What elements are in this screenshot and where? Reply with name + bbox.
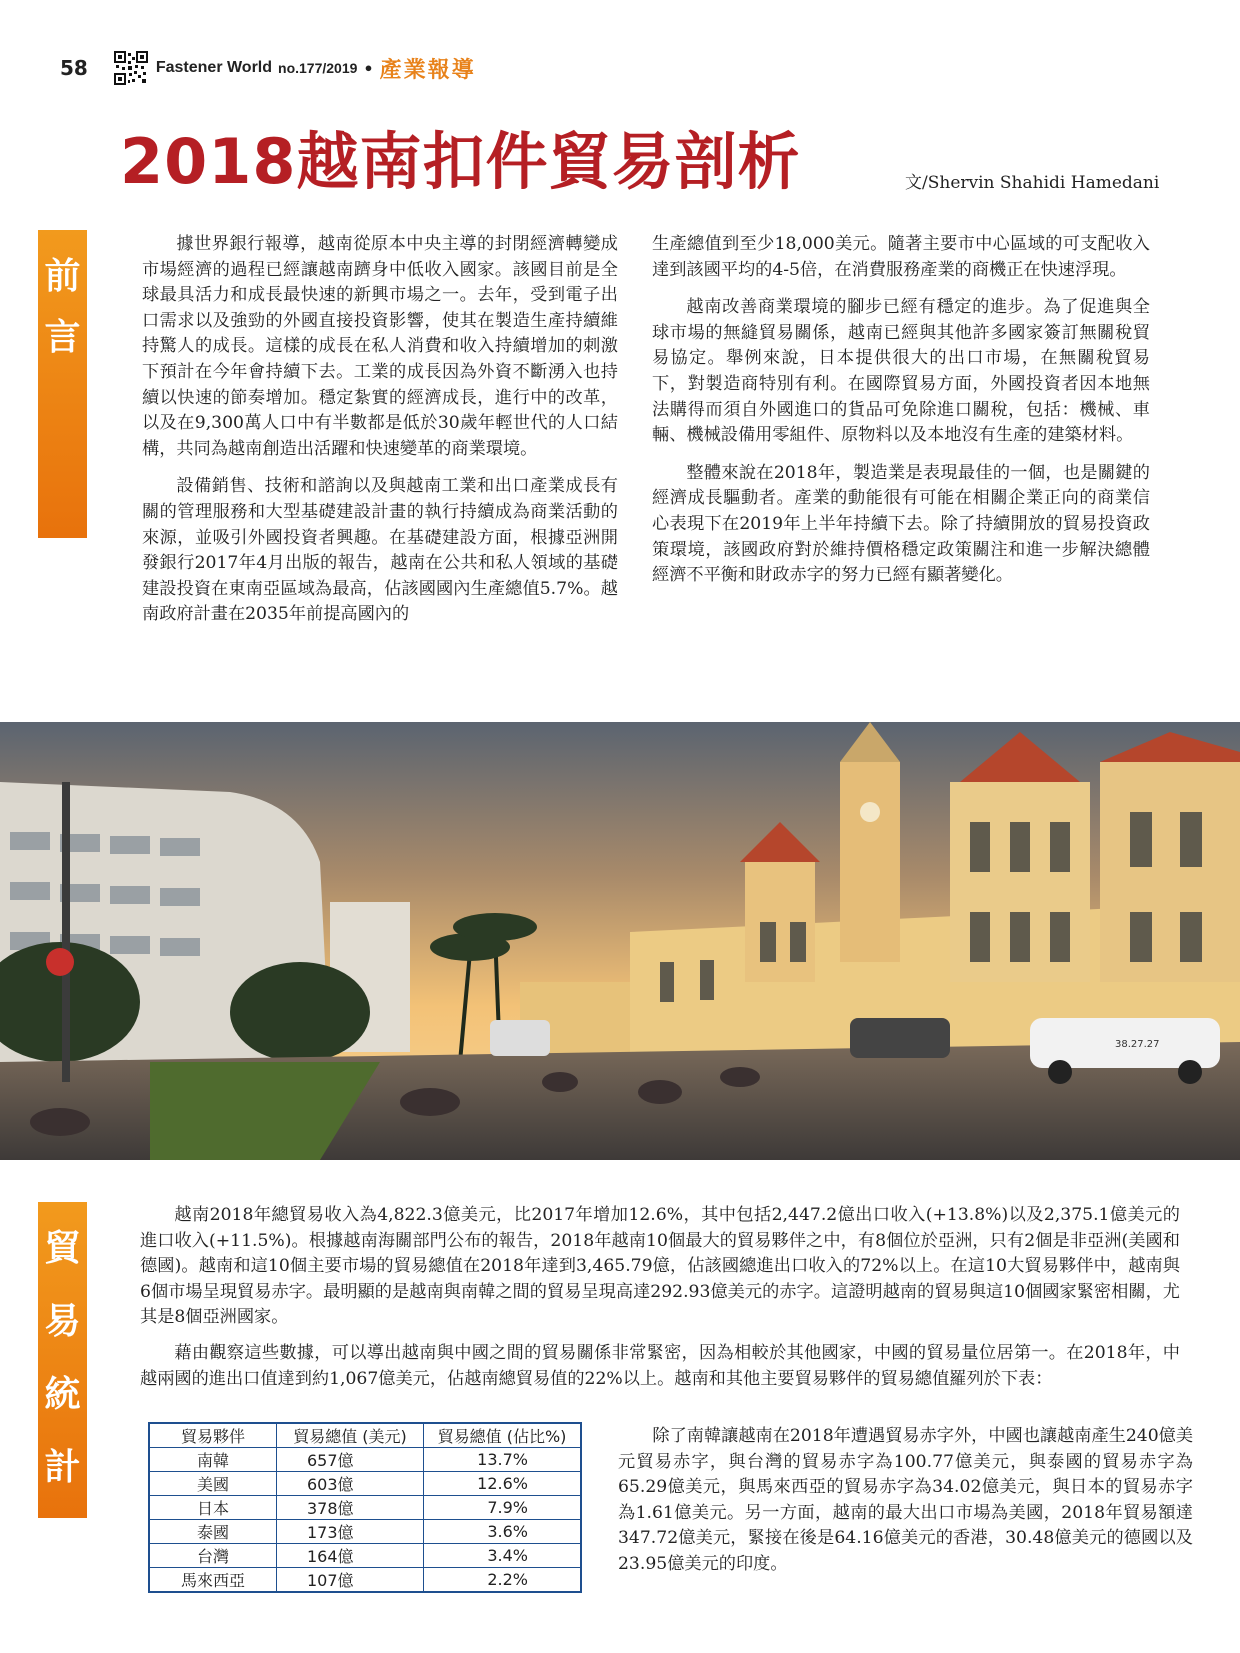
partner-cell: 日本: [149, 1496, 277, 1520]
share-cell: 3.6%: [424, 1520, 582, 1544]
qr-code-icon[interactable]: [114, 51, 148, 85]
value-cell: 378億: [277, 1496, 424, 1520]
partner-cell: 馬來西亞: [149, 1568, 277, 1593]
share-cell: 13.7%: [424, 1448, 582, 1472]
table-row: [149, 1472, 581, 1496]
value-cell: 164億: [277, 1544, 424, 1568]
taxi-number: 38.27.27: [1115, 1039, 1160, 1050]
article-byline: 文/Shervin Shahidi Hamedani: [905, 173, 1160, 193]
share-cell: 7.9%: [424, 1496, 582, 1520]
paragraph: 設備銷售、技術和諮詢以及與越南工業和出口產業成長有關的管理服務和大型基礎建設計畫的執行持續成為商業活動的來源，並吸引外國投資者興趣。在基礎建設方面，根據亞洲開發銀行2017年4月出版的報告，越南在公共和私人領域的基礎建設投資在東南亞區域為最高，佔該國國內生產總值5.7%。越南政府計畫在2035年前提高國內的: [142, 476, 618, 625]
intro-right-column: [652, 232, 1150, 601]
trade-label-char: 計: [44, 1447, 81, 1488]
table-row: [149, 1568, 581, 1593]
trade-label-char: 貿: [44, 1228, 81, 1269]
value-cell: 657億: [277, 1448, 424, 1472]
intro-left-column: [142, 232, 618, 640]
paragraph: 生產總值到至少18,000美元。隨著主要市中心區域的可支配收入達到該國平均的4-5倍，在消費服務產業的商機正在快速浮現。: [652, 234, 1150, 280]
trade-section-label: [38, 1202, 87, 1518]
table-row: [149, 1544, 581, 1568]
intro-label-char: 前: [44, 256, 81, 297]
page-number: 58: [60, 56, 88, 80]
paragraph: 越南改善商業環境的腳步已經有穩定的進步。為了促進與全球市場的無縫貿易關係，越南已經與其他許多國家簽訂無關稅貿易協定。舉例來說，日本提供很大的出口市場，在無關稅貿易下，對製造商特別有利。在國際貿易方面，外國投資者因本地無法購得而須自外國進口的貨品可免除進口關稅，包括：機械、車輛、機械設備用零組件、原物料以及本地沒有生產的建築材料。: [652, 297, 1150, 446]
partner-cell: 泰國: [149, 1520, 277, 1544]
article-title: 2018越南扣件貿易剖析: [120, 125, 801, 198]
magazine-name: Fastener World: [155, 59, 273, 76]
partner-cell: 台灣: [149, 1544, 277, 1568]
column-header: 貿易總值 (佔比%): [424, 1423, 582, 1448]
value-cell: 603億: [277, 1472, 424, 1496]
partner-cell: 美國: [149, 1472, 277, 1496]
value-cell: 173億: [277, 1520, 424, 1544]
column-header: 貿易總值 (美元): [277, 1423, 424, 1448]
column-header: 貿易夥伴: [149, 1423, 277, 1448]
intro-label-char: 言: [44, 317, 81, 358]
table-row: [149, 1520, 581, 1544]
trade-side-text: [618, 1424, 1193, 1578]
paragraph: 藉由觀察這些數據，可以導出越南與中國之間的貿易關係非常緊密，因為相較於其他國家，中國的貿易量位居第一。在2018年，中越兩國的進出口值達到約1,067億美元，佔越南總貿易值的22%以上。越南和其他主要貿易夥伴的貿易總值羅列於下表：: [140, 1342, 1180, 1389]
partner-cell: 南韓: [149, 1448, 277, 1472]
paragraph: 整體來說在2018年，製造業是表現最佳的一個，也是關鍵的經濟成長驅動者。產業的動能很有可能在相關企業正向的商業信心表現下在2019年上半年持續下去。除了持續開放的貿易投資政策環境，該國政府對於維持價格穩定政策關注和進一步解決總體經濟不平衡和財政赤字的努力已經有顯著變化。: [652, 462, 1150, 586]
page-header: [60, 48, 476, 88]
header-separator: •: [363, 58, 374, 78]
share-cell: 2.2%: [424, 1568, 582, 1593]
share-cell: 3.4%: [424, 1544, 582, 1568]
section-name: 產業報導: [379, 57, 476, 83]
paragraph: 除了南韓讓越南在2018年遭遇貿易赤字外，中國也讓越南產生240億美元貿易赤字，與台灣的貿易赤字為100.77億美元，與泰國的貿易赤字為65.29億美元，與馬來西亞的貿易赤字為34.02億美元，與日本的貿易赤字為1.61億美元。另一方面，越南的最大出口市場為美國，2018年貿易額達347.72億美元，緊接在後是64.16億美元的香港，30.48億美元的德國以及23.95億美元的印度。: [618, 1426, 1194, 1574]
paragraph: 越南2018年總貿易收入為4,822.3億美元，比2017年增加12.6%，其中包括2,447.2億出口收入(+13.8%)以及2,375.1億美元的進口收入(+11.5%)。根據越南海關部門公布的報告，2018年越南10個最大的貿易夥伴之中，有8個位於亞洲，只有2個是非亞洲(美國和德國)。越南和這10個主要市場的貿易總值在2018年達到3,465.79億，佔該國總進出口收入的72%以上。在這10大貿易夥伴中，越南與6個市場呈現貿易赤字。最明顯的是越南與南韓之間的貿易呈現高達292.93億美元的赤字。這證明越南的貿易與這10個國家緊密相關，尤其是8個亞洲國家。: [140, 1205, 1180, 1328]
share-cell: 12.6%: [424, 1472, 582, 1496]
trade-partner-table: [148, 1422, 582, 1593]
trade-label-char: 統: [44, 1374, 81, 1415]
table-row: [149, 1496, 581, 1520]
issue-number: no.177/2019: [278, 60, 358, 76]
trade-label-char: 易: [44, 1301, 81, 1342]
table-header-row: [149, 1423, 581, 1448]
trade-text: [140, 1203, 1180, 1402]
intro-section-label: [38, 230, 87, 538]
table-row: [149, 1448, 581, 1472]
value-cell: 107億: [277, 1568, 424, 1593]
paragraph: 據世界銀行報導，越南從原本中央主導的封閉經濟轉變成市場經濟的過程已經讓越南躋身中低收入國家。該國目前是全球最具活力和成長最快速的新興市場之一。去年，受到電子出口需求以及強勁的外國直接投資影響，使其在製造生產持續維持驚人的成長。這樣的成長在私人消費和收入持續增加的刺激下預計在今年會持續下去。工業的成長因為外資不斷湧入也持續以快速的節奏增加。穩定紮實的經濟成長，進行中的改革，以及在9,300萬人口中有半數都是低於30歲年輕世代的人口結構，共同為越南創造出活躍和快速變革的商業環境。: [142, 234, 618, 459]
city-hall-photo: [0, 722, 1240, 1160]
